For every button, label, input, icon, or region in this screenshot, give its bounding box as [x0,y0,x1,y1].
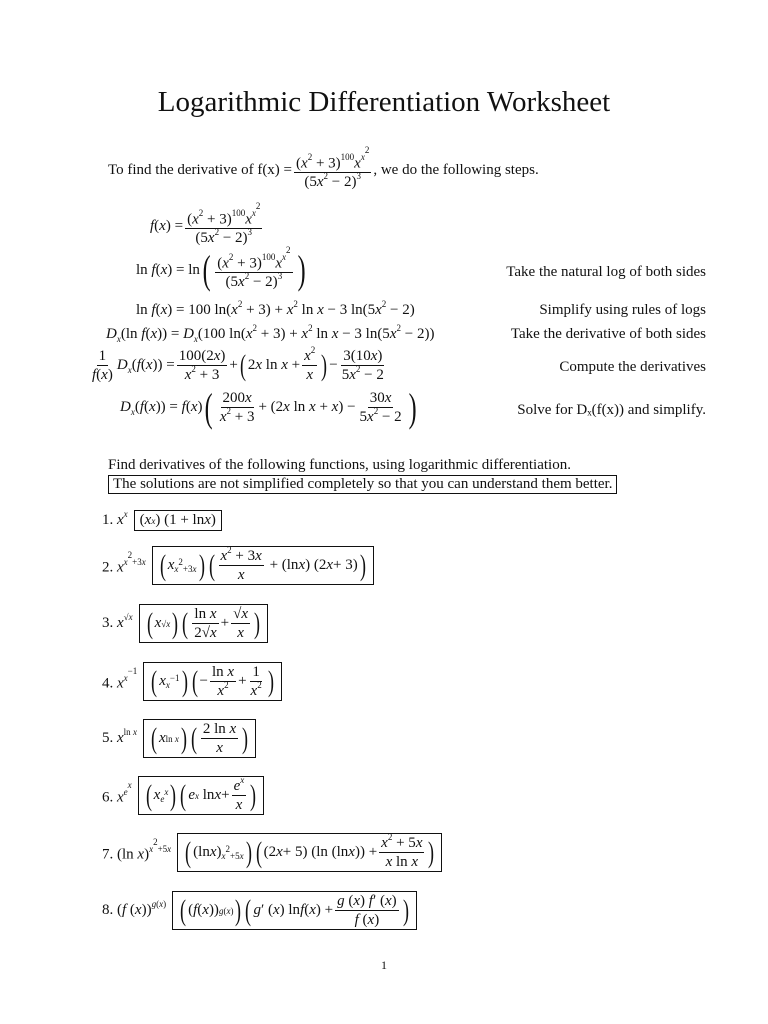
problem-8: 8. (f (x))$^{g(x)}$ ( ( f ( x )) g(x) ) ( g ′ ( x ) ln f ( x ) + $\frac{g (x) f' (x)}{f (x)}$ ) [102,891,417,930]
step-2-note: Take the natural log of both sides [506,264,706,280]
intro-line [108,145,539,191]
problem-7-solution: ( (ln x ) $x^2+5x$ ) ( (2 x + 5) (ln (ln x )) + $\frac{x^2 + 5x}{\text{x ln x}}$ ) [177,833,442,872]
problem-7-number: 7. [102,846,114,863]
problem-3-number: 3. [102,615,114,631]
problem-6-solution: ( x $e^x$ ) ( e x ln x + $\frac{e^x}{x}$ ) [138,776,265,815]
step-3-note: Simplify using rules of logs [539,302,706,318]
problem-8-number: 8. [102,902,114,918]
solutions-note-box: The solutions are not simplified completely so that you can understand them better. [108,475,617,494]
problem-2-solution: ( x $x^2+3x$ ) ( $\frac{x^2 + 3x}{x}$ + (ln x ) (2 x + 3) ) [152,546,374,585]
step-6-equation: $D_x(f(x)) = f(x)$ ( $\frac{200x}{x^2 + 3}$ + (2x ln x + x) − $\frac{30x}{5x^2 - 2}$ ) [120,384,417,430]
problem-6: 6. $x^{e^x}$ ( x $e^x$ ) ( e x ln x + $\frac{e^x}{x}$ ) [102,776,264,815]
problem-3-solution: ( x √x ) ( $\frac{\text{ln x}}{2√x}$ + $\frac{√x}{x}$ ) [139,604,268,643]
intro-prefix: To find the derivative of f(x) = [108,161,293,178]
step-6-note: Solve for Dₓ(f(x)) and simplify. [517,402,706,418]
problem-1-solution: ( x x ) (1 + ln x ) [134,510,222,531]
intro-fraction: $\frac{(x^2 + 3)^{100}x^{x^2}}{(5x^2 - 2)^3}$ [296,145,370,191]
problem-3: 3. $x^{√x}$ ( x √x ) ( $\frac{\text{ln x}}{2√x}$ + $\frac{√x}{x}$ ) [102,604,268,643]
problem-4-number: 4. [102,675,114,692]
problem-7: 7. (ln x)$^{x^2+5x}$ ( (ln x ) $x^2+5x$ ) ( (2 x + 5) (ln (ln x )) + $\frac{x^2 + 5x}{\text{x ln x}}$ ) [102,833,442,872]
step-3-equation: ln f(x) = 100 $\ln(x^2 + 3) + x^2$ ln x − 3 $\ln(5x^2 - 2)$ [136,298,415,318]
problem-6-number: 6. [102,789,114,806]
problem-8-solution: ( ( f ( x )) g(x) ) ( g ′ ( x ) ln f ( x ) + $\frac{g (x) f' (x)}{f (x)}$ ) [172,891,417,930]
step-1-equation: f(x) = $\frac{(x^2 + 3)^{100}x^{x^2}}{(5x^2 - 2)^3}$ [150,201,261,247]
step-5-note: Compute the derivatives [559,359,706,375]
problem-2-number: 2. [102,559,114,576]
page-number: 1 [381,958,387,972]
step-2-equation: ln f(x) = ln ( $\frac{(x^2 + 3)^{100}x^{x^2}}{(5x^2 - 2)^3}$ ) [136,245,306,293]
instructions-text: Find derivatives of the following functions, using logarithmic differentiation. [108,457,571,473]
step-4-equation: $D_x(\ln$ $f(x)) = D_x(100$ $\ln(x^2 + 3) + x^2$ ln x − 3 $\ln(5x^2 - 2)$) [106,322,435,344]
problem-4-solution: ( x $x^{-1}$ ) ( − $\frac{\text{ln x}}{x^2}$ + $\frac{1}{x^2}$ ) [143,662,281,701]
step-4-note: Take the derivative of both sides [510,326,706,342]
problem-2: 2. $x^{x^2+3x}$ ( x $x^2+3x$ ) ( $\frac{x^2 + 3x}{x}$ + (ln x ) (2 x + 3) ) [102,546,374,585]
problem-5-solution: ( x ln x ) ( $\frac{\text{2 ln x}}{x}$ ) [143,719,256,758]
page-title: Logarithmic Differentiation Worksheet [157,86,611,118]
problem-1: 1. $x^x$ ( x x ) (1 + ln x ) [102,510,222,531]
step-5-equation: $\frac{1}{f(x)}$ $D_x(f(x))$ = $\frac{100(2x)}{x^2 + 3}$ + ( 2x ln x + $\frac{x^2}{x}$ ) − $\frac{3(10x)}{5x^2 - 2}$ [92,344,384,383]
problem-5-number: 5. [102,730,114,746]
problem-5: 5. $x^{ln x}$ ( x ln x ) ( $\frac{\text{2 ln x}}{x}$ ) [102,719,256,758]
problem-1-number: 1. [102,512,114,528]
problem-4: 4. $x^{x^{-1}}$ ( x $x^{-1}$ ) ( − $\frac{\text{ln x}}{x^2}$ + $\frac{1}{x^2}$ ) [102,662,282,701]
intro-suffix: , we do the following steps. [373,161,539,178]
